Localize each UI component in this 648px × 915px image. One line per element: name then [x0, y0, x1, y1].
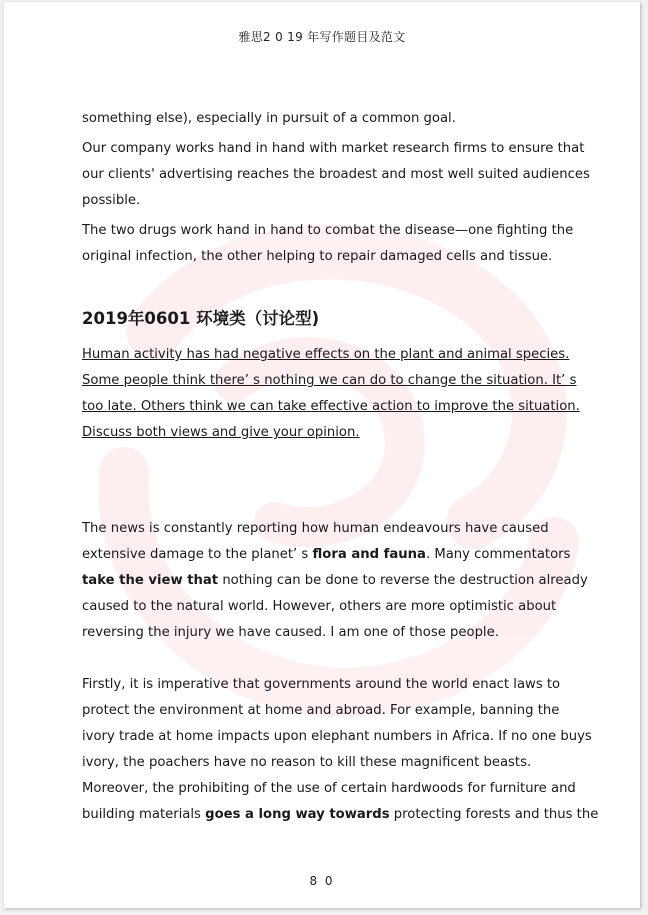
essay-question	[82, 342, 580, 446]
text-line: something else), especially in pursuit of a common goal.	[82, 111, 456, 126]
example-sentence-2	[82, 218, 574, 270]
text-line: our clients' advertising reaches the broadest and most well suited audiences	[82, 167, 590, 182]
text-line: ivory, the poachers have no reason to kill these magnificent beasts.	[82, 755, 532, 770]
bold-phrase: take the view that	[82, 573, 219, 588]
text-line: The two drugs work hand in hand to combat the disease—one fighting the	[82, 223, 574, 238]
text-line	[82, 802, 599, 828]
page-number: 8 0	[309, 874, 335, 888]
text-line: original infection, the other helping to repair damaged cells and tissue.	[82, 249, 553, 264]
text-line: Moreover, the prohibiting of the use of certain hardwoods for furniture and	[82, 781, 576, 796]
text-line	[82, 542, 571, 568]
question-line: Human activity has had negative effects on the plant and animal species.	[82, 347, 570, 362]
text-line: ivory trade at home impacts upon elephant numbers in Africa. If no one buys	[82, 729, 592, 744]
text-line: The news is constantly reporting how human endeavours have caused	[82, 521, 549, 536]
text-segment: extensive damage to the planet’ s	[82, 547, 313, 562]
question-line: Discuss both views and give your opinion.	[82, 425, 360, 440]
page-content	[82, 106, 599, 828]
text-line: protect the environment at home and abroad. For example, banning the	[82, 703, 560, 718]
text-line: caused to the natural world. However, others are more optimistic about	[82, 599, 557, 614]
text-segment: protecting forests and thus the	[389, 807, 599, 822]
text-line: Firstly, it is imperative that governments around the world enact laws to	[82, 677, 561, 692]
continuation-paragraph	[82, 106, 562, 132]
page-header: 雅思2 0 19 年写作题目及范文	[238, 30, 406, 44]
intro-paragraph	[82, 516, 588, 646]
document-page	[4, 2, 640, 908]
body-paragraph-1	[82, 672, 599, 828]
text-segment: nothing can be done to reverse the destruction already	[218, 573, 588, 588]
text-segment: . Many commentators	[425, 547, 571, 562]
text-line	[82, 568, 588, 594]
bold-phrase: flora and fauna	[312, 547, 426, 562]
example-sentence-1	[82, 136, 590, 214]
text-line: possible.	[82, 193, 141, 208]
text-line: Our company works hand in hand with market research firms to ensure that	[82, 141, 585, 156]
question-line: too late. Others think we can take effective action to improve the situation.	[82, 399, 580, 414]
bold-phrase: goes a long way towards	[205, 807, 390, 822]
text-line: reversing the injury we have caused. I am one of those people.	[82, 625, 499, 640]
question-line: Some people think there’ s nothing we can do to change the situation. It’ s	[82, 373, 577, 388]
section-heading: 2019年0601 环境类（讨论型)	[82, 309, 320, 328]
text-segment: building materials	[82, 807, 206, 822]
